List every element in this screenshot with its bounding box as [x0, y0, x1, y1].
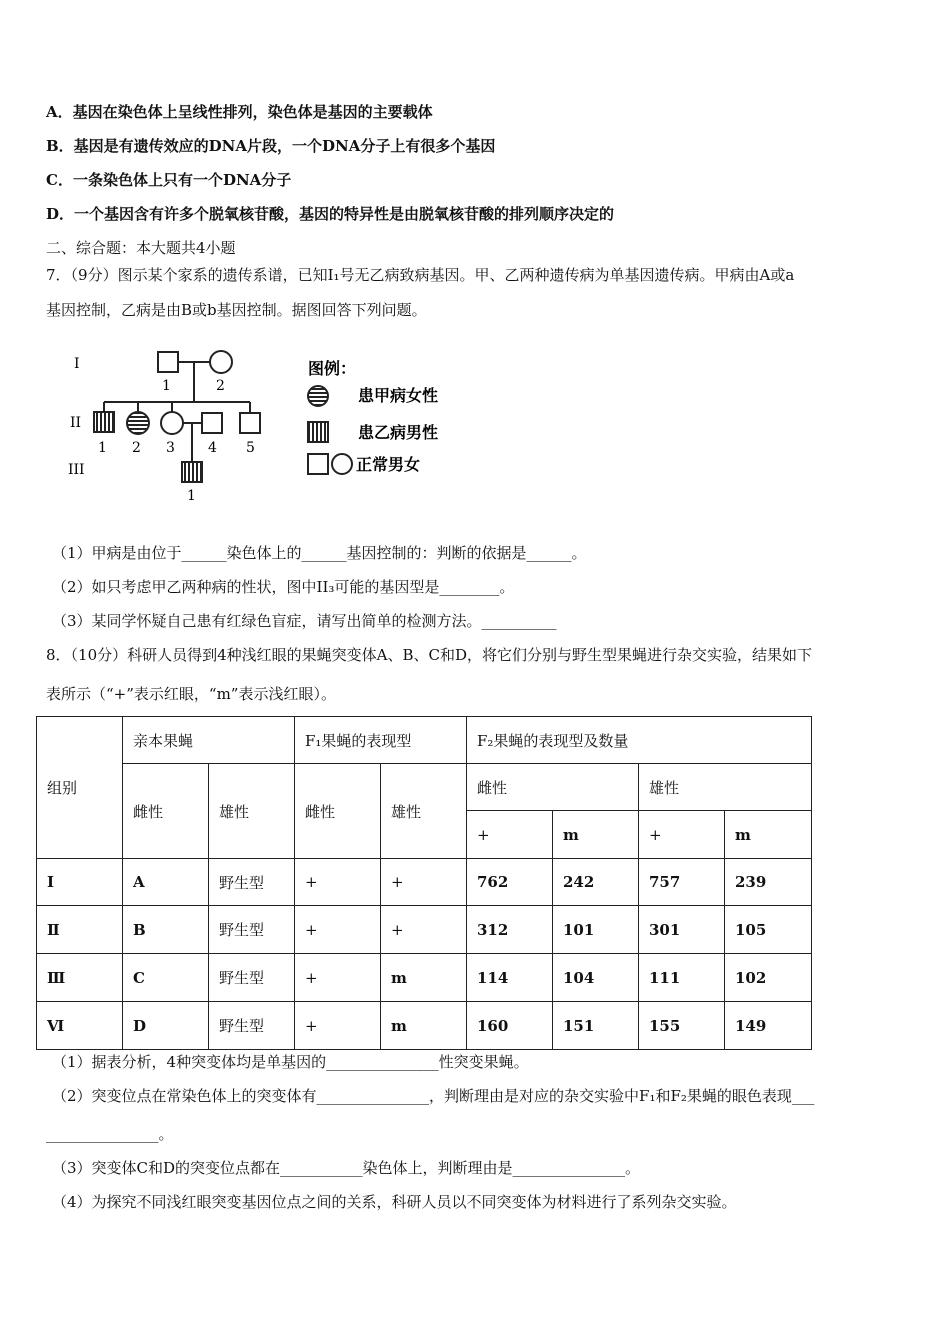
- table-row: [37, 954, 812, 1002]
- gen1-num-2: 2: [216, 378, 225, 394]
- th-f2-male-plus: +: [639, 811, 725, 859]
- gen2-female-3: [161, 412, 183, 434]
- table-cell: +: [381, 859, 467, 906]
- table-cell: 242: [553, 859, 639, 906]
- pedigree-chart: [60, 344, 480, 504]
- table-cell: D: [123, 1002, 209, 1050]
- q8-line2: 表所示（“+”表示红眼，“m”表示浅红眼）。: [46, 685, 336, 703]
- table-cell: 301: [639, 906, 725, 954]
- gen-label-2: II: [70, 415, 82, 431]
- table-cell: 105: [725, 906, 812, 954]
- th-f2-male-m: m: [725, 811, 812, 859]
- q8-sub1: （1）据表分析，4种突变体均是单基因的_______________性突变果蝇。: [52, 1053, 529, 1071]
- table-cell: 101: [553, 906, 639, 954]
- th-f2-female-m: m: [553, 811, 639, 859]
- th-f1-female: 雌性: [295, 764, 381, 859]
- th-f1: F₁果蝇的表现型: [295, 717, 467, 764]
- q8-sub2b: _______________。: [46, 1125, 174, 1143]
- th-f2-male: 雄性: [639, 764, 812, 811]
- table-cell: 野生型: [209, 1002, 295, 1050]
- gen1-num-1: 1: [162, 378, 171, 394]
- gen2-num-3: 3: [166, 440, 175, 456]
- legend-c: 正常男女: [356, 455, 421, 474]
- legend-female-a-icon: [308, 386, 328, 406]
- gen1-female: [210, 351, 232, 373]
- table-cell: 111: [639, 954, 725, 1002]
- table-row: [37, 859, 812, 906]
- table-cell: m: [381, 1002, 467, 1050]
- option-b: B．基因是有遗传效应的DNA片段，一个DNA分子上有很多个基因: [46, 137, 496, 155]
- q7-sub1: （1）甲病是由位于______染色体上的______基因控制的：判断的依据是______。: [52, 544, 587, 562]
- gen2-male-1: [94, 412, 114, 432]
- table-cell: 野生型: [209, 954, 295, 1002]
- table-cell: C: [123, 954, 209, 1002]
- table-cell: A: [123, 859, 209, 906]
- gen2-num-4: 4: [208, 440, 217, 456]
- th-parent-female: 雌性: [123, 764, 209, 859]
- th-group: 组别: [37, 717, 123, 859]
- table-cell: +: [295, 1002, 381, 1050]
- option-a: A．基因在染色体上呈线性排列，染色体是基因的主要载体: [46, 103, 433, 121]
- option-c: C．一条染色体上只有一个DNA分子: [46, 171, 292, 189]
- table-cell: 151: [553, 1002, 639, 1050]
- table-row: [37, 1002, 812, 1050]
- q8-sub4: （4）为探究不同浅红眼突变基因位点之间的关系，科研人员以不同突变体为材料进行了系列杂交实验。: [52, 1193, 737, 1211]
- th-f2-female: 雌性: [467, 764, 639, 811]
- table-cell: 102: [725, 954, 812, 1002]
- table-cell: 野生型: [209, 906, 295, 954]
- q8-line1: 8．（10分）科研人员得到4种浅红眼的果蝇突变体A、B、C和D，将它们分别与野生型果蝇进行杂交实验，结果如下: [46, 646, 813, 664]
- table-cell: +: [295, 906, 381, 954]
- th-parent: 亲本果蝇: [123, 717, 295, 764]
- table-cell: Ⅰ: [37, 859, 123, 906]
- results-table: [36, 716, 812, 1050]
- legend-a: 患甲病女性: [358, 386, 439, 405]
- legend-title: 图例：: [308, 359, 357, 378]
- gen2-male-4: [202, 413, 222, 433]
- table-cell: 160: [467, 1002, 553, 1050]
- th-parent-male: 雄性: [209, 764, 295, 859]
- q7-line1: 7．（9分）图示某个家系的遗传系谱，已知Ⅰ₁号无乙病致病基因。甲、乙两种遗传病为单基因遗传病。甲病由A或a: [46, 266, 795, 284]
- legend-male-b-icon: [308, 422, 328, 442]
- th-f2: F₂果蝇的表现型及数量: [467, 717, 812, 764]
- table-cell: 312: [467, 906, 553, 954]
- table-cell: +: [295, 954, 381, 1002]
- gen3-num-1: 1: [187, 488, 196, 504]
- table-cell: Ⅲ: [37, 954, 123, 1002]
- table-cell: m: [381, 954, 467, 1002]
- q7-sub3: （3）某同学怀疑自己患有红绿色盲症，请写出简单的检测方法。__________: [52, 612, 557, 630]
- gen1-male: [158, 352, 178, 372]
- legend-normal-female-icon: [332, 454, 352, 474]
- gen2-num-1: 1: [98, 440, 107, 456]
- table-cell: B: [123, 906, 209, 954]
- table-cell: 114: [467, 954, 553, 1002]
- table-cell: 762: [467, 859, 553, 906]
- gen3-male-1: [182, 462, 202, 482]
- table-cell: +: [295, 859, 381, 906]
- q7-sub2: （2）如只考虑甲乙两种病的性状，图中II₃可能的基因型是________。: [52, 578, 515, 596]
- legend-normal-male-icon: [308, 454, 328, 474]
- section-heading: 二、综合题：本大题共4小题: [46, 239, 236, 257]
- gen2-num-2: 2: [132, 440, 141, 456]
- gen-label-3: III: [68, 462, 85, 478]
- table-cell: 野生型: [209, 859, 295, 906]
- table-cell: 149: [725, 1002, 812, 1050]
- table-cell: 757: [639, 859, 725, 906]
- gen2-female-2: [127, 412, 149, 434]
- table-cell: Ⅱ: [37, 906, 123, 954]
- gen2-num-5: 5: [246, 440, 255, 456]
- gen-label-1: I: [74, 356, 80, 372]
- th-f1-male: 雄性: [381, 764, 467, 859]
- legend-b: 患乙病男性: [358, 423, 439, 442]
- q8-sub3: （3）突变体C和D的突变位点都在___________染色体上，判断理由是_______________。: [52, 1159, 641, 1177]
- option-d: D．一个基因含有许多个脱氧核苷酸，基因的特异性是由脱氧核苷酸的排列顺序决定的: [46, 205, 615, 223]
- table-cell: Ⅵ: [37, 1002, 123, 1050]
- table-cell: 239: [725, 859, 812, 906]
- q7-line2: 基因控制，乙病是由B或b基因控制。据图回答下列问题。: [46, 301, 427, 319]
- q8-sub2a: （2）突变位点在常染色体上的突变体有_______________，判断理由是对应的杂交实验中F₁和F₂果蝇的眼色表现___: [52, 1087, 815, 1105]
- table-row: [37, 906, 812, 954]
- table-cell: 104: [553, 954, 639, 1002]
- gen2-male-5: [240, 413, 260, 433]
- table-cell: 155: [639, 1002, 725, 1050]
- table-cell: +: [381, 906, 467, 954]
- th-f2-female-plus: +: [467, 811, 553, 859]
